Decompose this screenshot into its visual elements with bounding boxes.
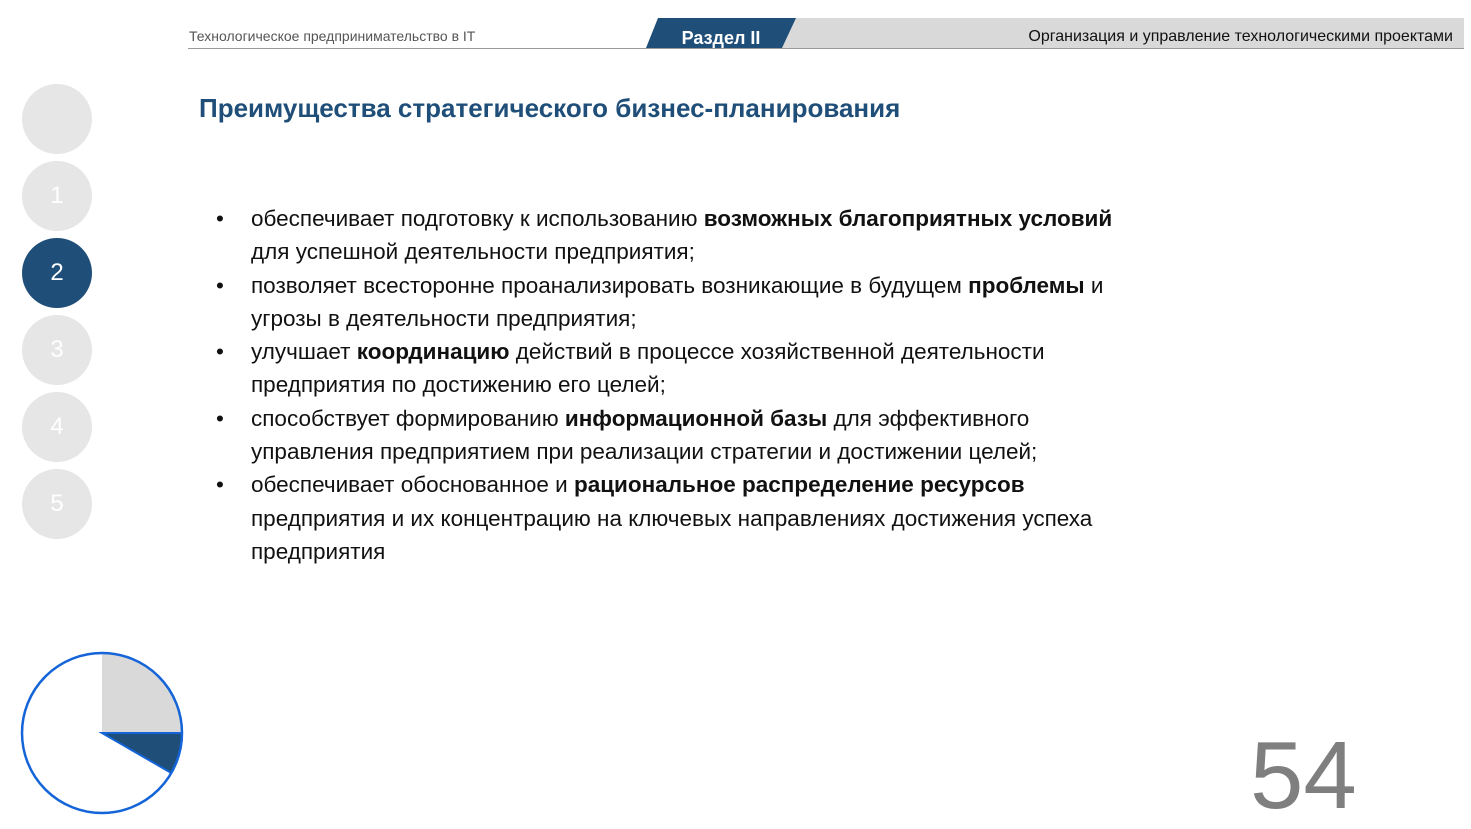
list-item-emphasis: рациональное распределение ресурсов	[573, 472, 1025, 498]
list-item-text: для успешной деятельности предприятия;	[251, 239, 695, 265]
list-item	[216, 402, 1136, 469]
section-title: Организация и управление технологическими проектами	[1028, 28, 1453, 45]
page-number: 54	[1250, 722, 1357, 829]
nav-item-2[interactable]: 2	[22, 238, 92, 308]
list-item-text: для эффективного управления предприятием при реализации стратегии и достижении целей;	[251, 405, 1038, 465]
progress-pie	[20, 651, 190, 815]
list-item-text: позволяет всесторонне проанализировать возникающие в будущем	[251, 272, 969, 298]
nav-item-3[interactable]: 3	[22, 315, 92, 385]
list-item-text: улучшает	[251, 339, 357, 365]
list-item	[216, 468, 1136, 568]
list-item-text: действий в процессе хозяйственной деятельности предприятия по достижению его целей;	[251, 339, 1045, 398]
list-item	[216, 335, 1136, 402]
nav-item-4[interactable]: 4	[22, 392, 92, 462]
list-item-text: предприятия и их концентрацию на ключевых направлениях достижения успеха предприятия	[251, 505, 1093, 564]
nav-item-5[interactable]: 5	[22, 469, 92, 539]
header-rule	[188, 48, 1464, 49]
list-item-emphasis: информационной базы	[564, 405, 828, 431]
list-item	[216, 202, 1136, 269]
list-item-emphasis: возможных благоприятных условий	[703, 206, 1113, 231]
list-item-text: способствует формированию	[251, 405, 565, 431]
list-item-text: обеспечивает обоснованное и	[251, 472, 574, 498]
nav-item-intro[interactable]	[22, 84, 92, 154]
list-item	[216, 269, 1136, 336]
page-title: Преимущества стратегического бизнес-планирования	[199, 93, 901, 123]
course-title: Технологическое предпринимательство в IT	[189, 28, 476, 44]
list-item-text: и угрозы в деятельности предприятия;	[251, 272, 1104, 331]
list-item-emphasis: проблемы	[968, 272, 1085, 298]
benefits-list	[216, 202, 1136, 568]
list-item-text: обеспечивает подготовку к использованию	[251, 206, 704, 231]
nav-item-1[interactable]: 1	[22, 161, 92, 231]
section-tab-label: Раздел II	[681, 28, 761, 48]
list-item-emphasis: координацию	[356, 339, 510, 365]
